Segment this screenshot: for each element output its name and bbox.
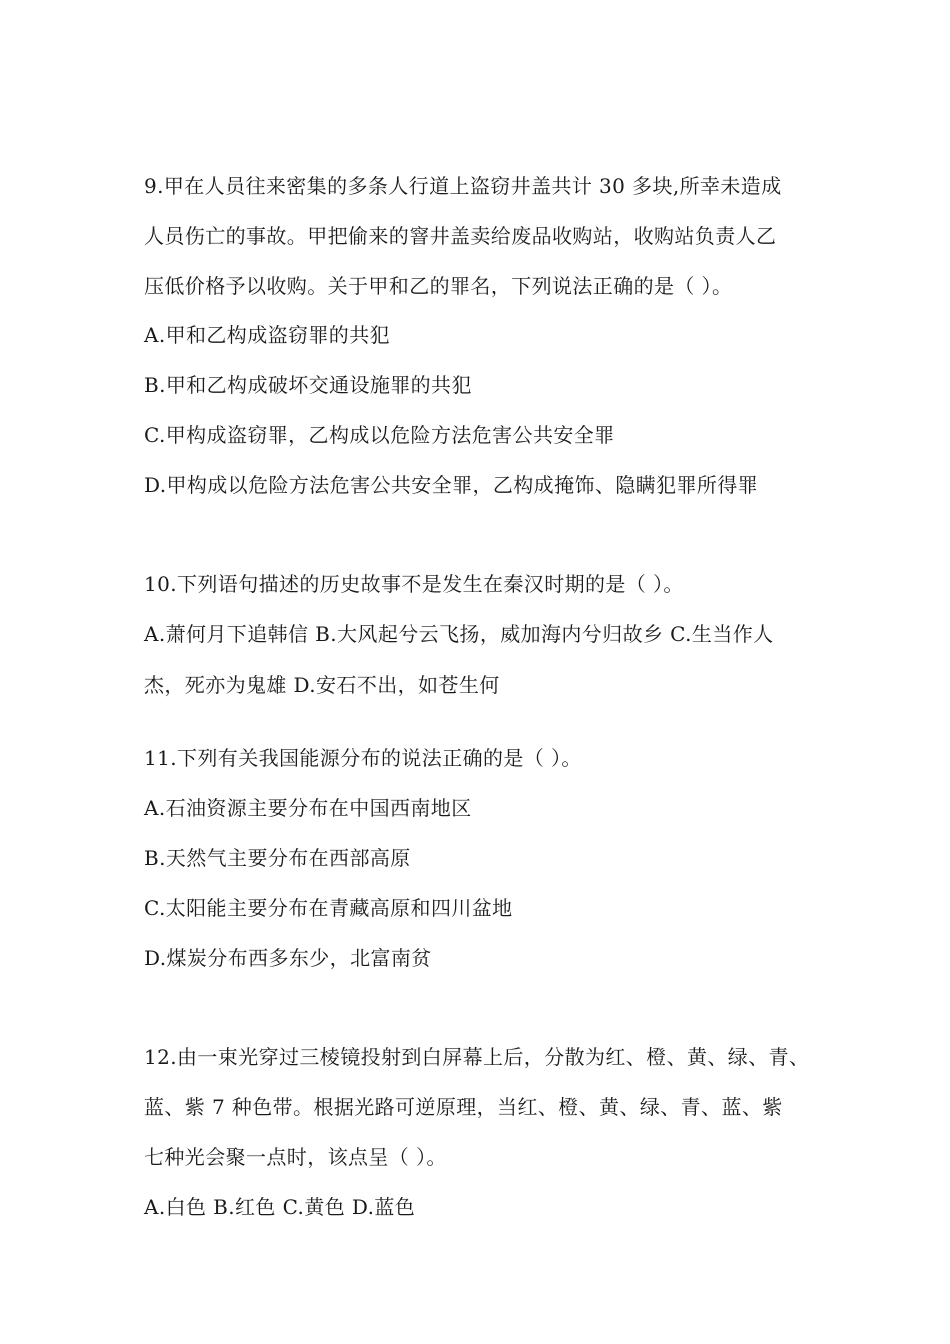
question-stem-line: 杰，死亦为鬼雄 D.安石不出，如苍生何	[144, 673, 500, 697]
answer-option-d: D.甲构成以危险方法危害公共安全罪，乙构成掩饰、隐瞒犯罪所得罪	[144, 473, 759, 497]
answer-option-a: A.石油资源主要分布在中国西南地区	[144, 796, 472, 820]
answer-option-a: A.甲和乙构成盗窃罪的共犯	[144, 323, 391, 347]
question-stem-line: 11.下列有关我国能源分布的说法正确的是（ ）。	[144, 746, 582, 770]
question-stem-line: 压低价格予以收购。关于甲和乙的罪名，下列说法正确的是（ ）。	[144, 274, 733, 298]
question-stem-line: 蓝、紫 7 种色带。根据光路可逆原理，当红、橙、黄、绿、青、蓝、紫	[144, 1095, 783, 1119]
answer-option-b: B.天然气主要分布在西部高原	[144, 846, 411, 870]
answer-options-line: A.白色 B.红色 C.黄色 D.蓝色	[144, 1195, 416, 1219]
question-stem-line: 人员伤亡的事故。甲把偷来的窨井盖卖给废品收购站，收购站负责人乙	[144, 224, 777, 248]
answer-option-c: C.太阳能主要分布在青藏高原和四川盆地	[144, 896, 513, 920]
answer-option-d: D.煤炭分布西多东少，北富南贫	[144, 946, 432, 970]
answer-option-c: C.甲构成盗窃罪，乙构成以危险方法危害公共安全罪	[144, 423, 615, 447]
question-stem-line: 10.下列语句描述的历史故事不是发生在秦汉时期的是（ ）。	[144, 572, 684, 596]
question-stem-line: 12.由一束光穿过三棱镜投射到白屏幕上后，分散为红、橙、黄、绿、青、	[144, 1045, 810, 1069]
question-stem-line: 9.甲在人员往来密集的多条人行道上盗窃井盖共计 30 多块,所幸未造成	[144, 174, 782, 198]
question-stem-line: 七种光会聚一点时，该点呈（ ）。	[144, 1145, 447, 1169]
question-stem-line: A.萧何月下追韩信 B.大风起兮云飞扬，威加海内兮归故乡 C.生当作人	[144, 622, 774, 646]
answer-option-b: B.甲和乙构成破坏交通设施罪的共犯	[144, 373, 472, 397]
